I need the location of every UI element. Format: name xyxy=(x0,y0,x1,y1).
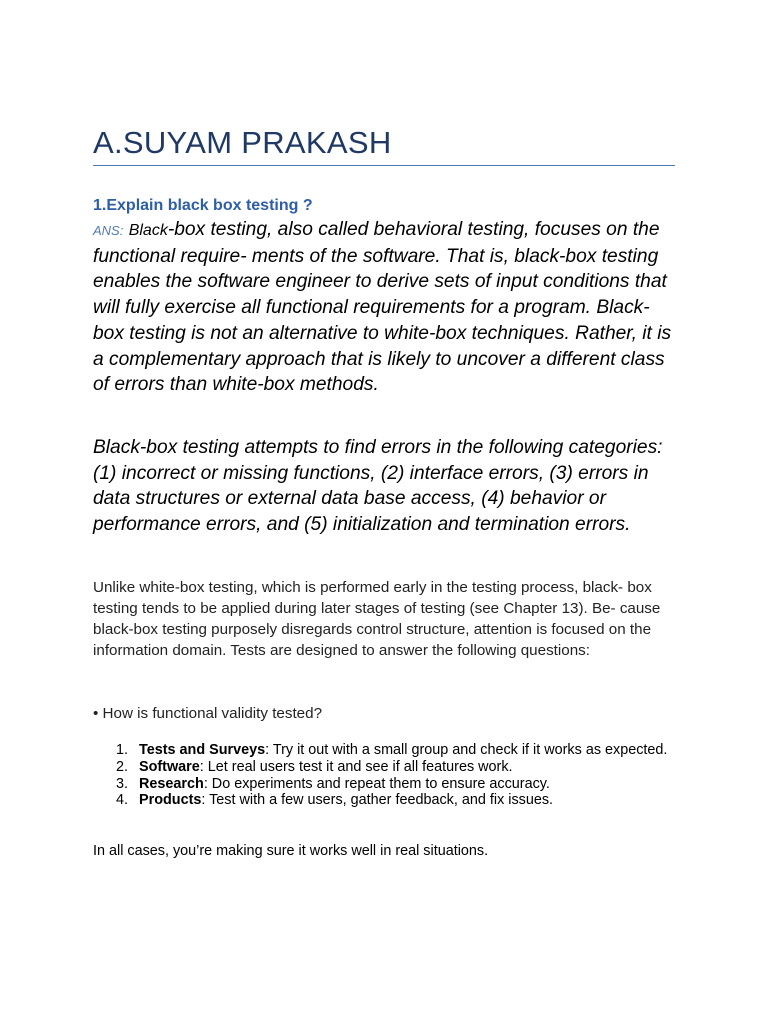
title-underline xyxy=(93,165,675,166)
document-page xyxy=(93,0,675,1024)
list-item-number: 4. xyxy=(116,792,129,809)
list-item xyxy=(93,792,675,809)
list-item-desc: : Do experiments and repeat them to ensure accuracy. xyxy=(203,775,550,792)
list-item xyxy=(93,742,675,759)
categories-paragraph: Black-box testing attempts to find errors in the following categories: (1) incorrect or missing functions, (2) interface errors, (3) errors in data structures or external data base access, (4) behavior or performance errors, and (5) initialization and termination errors. xyxy=(93,437,663,536)
list-item xyxy=(93,776,675,793)
answer-label: ANS: xyxy=(93,223,124,238)
answer-paragraph xyxy=(93,217,675,398)
list-item-desc: : Let real users test it and see if all features work. xyxy=(199,758,513,775)
question-heading: 1.Explain black box testing ? xyxy=(93,197,313,214)
answer-first-word: Black xyxy=(128,222,168,239)
closing-sentence: In all cases, you’re making sure it works well in real situations. xyxy=(93,843,489,859)
unlike-paragraph: Unlike white-box testing, which is performed early in the testing process, black- box testing tends to be applied during later stages of testing (see Chapter 13). Be- cause black-box testing purposely disregards control structure, attention is focused on the information domain. Tests are designed to answer the following questions: xyxy=(93,579,661,659)
list-item-number: 3. xyxy=(116,775,129,792)
document-title: A.SUYAM PRAKASH xyxy=(93,125,392,160)
numbered-list xyxy=(93,742,675,809)
list-item-term: Software xyxy=(139,758,200,775)
answer-text: -box testing, also called behavioral testing, focuses on the functional require- ments of the software. That is, black-box testing enables the software engineer to derive sets of input conditions that will fully exercise all functional requirements for a program. Black-box testing is not an alternative to white-box techniques. Rather, it is a complementary approach that is likely to uncover a different class of errors than white-box methods. xyxy=(93,219,672,396)
list-item-term: Products xyxy=(139,792,202,809)
list-item xyxy=(93,759,675,776)
list-item-term: Research xyxy=(139,775,204,792)
list-item-number: 2. xyxy=(116,758,129,775)
list-item-desc: : Test with a few users, gather feedback, and fix issues. xyxy=(201,792,554,809)
list-item-number: 1. xyxy=(116,742,129,758)
bullet-question: • How is functional validity tested? xyxy=(93,705,323,722)
list-item-term: Tests and Surveys xyxy=(139,742,266,758)
list-item-desc: : Try it out with a small group and check if it works as expected. xyxy=(265,742,668,758)
